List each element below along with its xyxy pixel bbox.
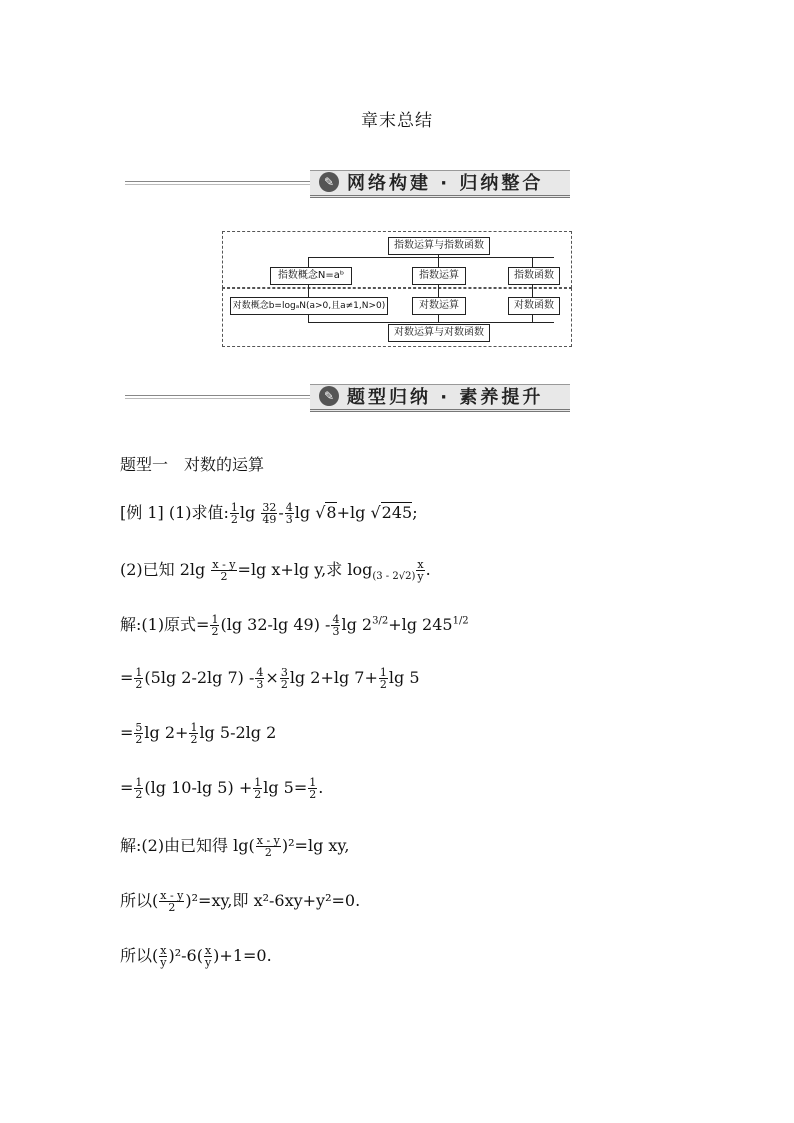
solution-1-line-3: = $\frac{5}{2}$ lg 2+ $\frac{1}{2}$ lg 5-2lg 2 [120,721,277,746]
section-title-types: 题型归纳 · 素养提升 [347,387,544,408]
pencil-icon: ✎ [319,172,339,192]
solution-2-line-1: 解:(2)由已知得 lg( $\frac{x - y}{2}$ )²=lg xy, [120,834,350,859]
example-1-part-1: [例 1] (1)求值: $\frac{1}{2}$ lg $\frac{32}{49}$ - $\frac{4}{3}$ lg √8+lg √245; [120,501,418,526]
section-banner-network [125,170,570,200]
box-log-bottom: 对数运算与对数函数 [388,324,490,342]
box-log-concept: 对数概念b=logₐN(a>0,且a≠1,N>0) [230,297,388,315]
solution-1-line-1: 解:(1)原式= $\frac{1}{2}$ (lg 32-lg 49) - $\frac{4}{3}$ $\lg 2^{3/2}+\lg$ $245^{1/2}$ [120,613,469,638]
concept-diagram [222,231,572,347]
box-exp-concept: 指数概念N=aᵇ [270,267,352,285]
box-log-func: 对数函数 [508,297,560,315]
section-title-network: 网络构建 · 归纳整合 [347,173,544,194]
box-log-op: 对数运算 [412,297,466,315]
solution-1-line-4: = $\frac{1}{2}$ (lg 10-lg 5) + $\frac{1}{2}$ lg 5= $\frac{1}{2}$ . [120,776,324,801]
box-exp-func: 指数函数 [508,267,560,285]
box-exp-top: 指数运算与指数函数 [388,237,490,255]
solution-2-line-2: 所以( $\frac{x - y}{2}$ )²=xy,即 x²-6xy+y²=0. [120,889,361,914]
example-1-part-2: (2)已知 2lg $\frac{x - y}{2}$ =lg x+lg y,求 $\log_{(3 - 2√2)}$ $\frac{x}{y}$ . [120,558,431,583]
solution-2-line-3: 所以( $\frac{x}{y}$ )²-6( $\frac{x}{y}$ )+1=0. [120,944,272,969]
page-title: 章末总结 [361,111,433,131]
box-exp-op: 指数运算 [412,267,466,285]
type-heading: 题型一 对数的运算 [120,455,265,474]
section-banner-types [125,384,570,414]
pencil-icon: ✎ [319,386,339,406]
solution-1-line-2: = $\frac{1}{2}$ (5lg 2-2lg 7) - $\frac{4}{3}$ × $\frac{3}{2}$ lg 2+lg 7+ $\frac{1}{2}$ lg 5 [120,666,420,691]
